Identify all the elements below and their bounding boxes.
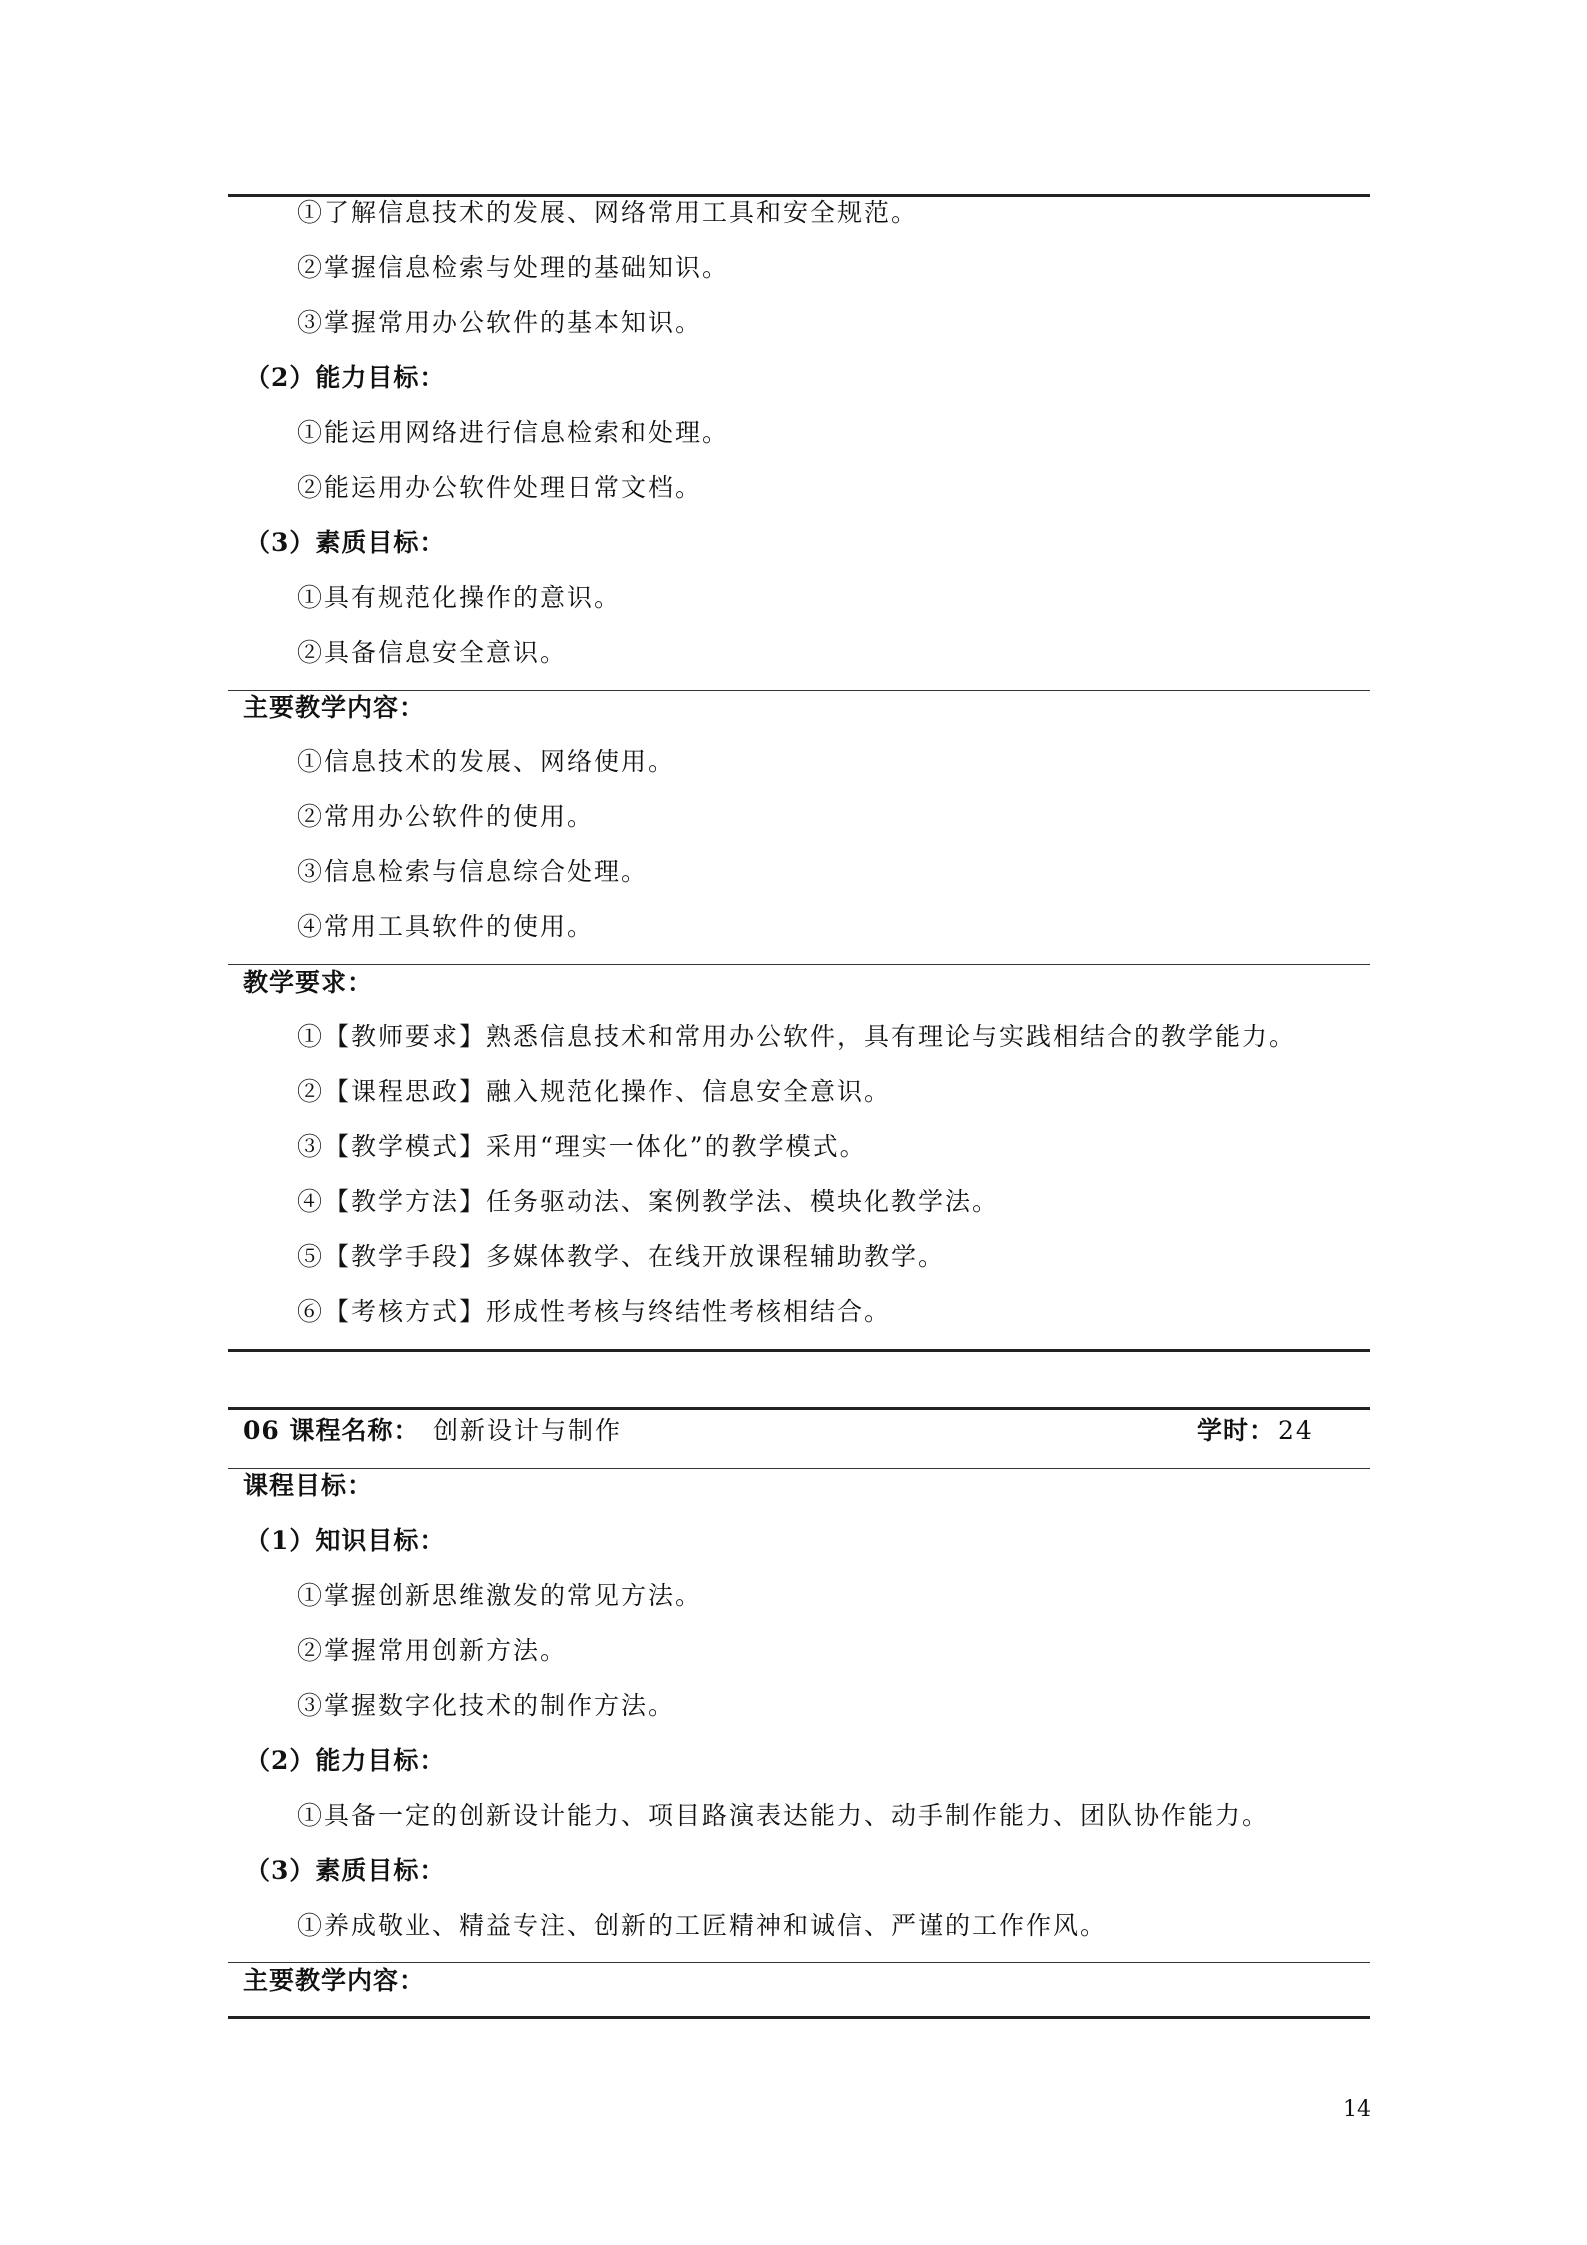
table-top-rule bbox=[228, 1407, 1370, 1410]
requirement-item-6: ⑥【考核方式】形成性考核与终结性考核相结合。 bbox=[297, 1297, 892, 1326]
table-top-rule bbox=[228, 194, 1370, 197]
knowledge-heading: （1）知识目标： bbox=[245, 1526, 446, 1555]
knowledge-item-1: ①了解信息技术的发展、网络常用工具和安全规范。 bbox=[297, 198, 919, 227]
section-divider bbox=[228, 690, 1370, 691]
hours-label: 学时： bbox=[1197, 1416, 1276, 1445]
course-name: 创新设计与制作 bbox=[433, 1416, 623, 1445]
requirement-item-5: ⑤【教学手段】多媒体教学、在线开放课程辅助教学。 bbox=[297, 1242, 946, 1271]
requirement-item-2: ②【课程思政】融入规范化操作、信息安全意识。 bbox=[297, 1077, 892, 1106]
section-divider bbox=[228, 1468, 1370, 1469]
quality-item-1: ①养成敬业、精益专注、创新的工匠精神和诚信、严谨的工作作风。 bbox=[297, 1911, 1108, 1940]
content-item-4: ④常用工具软件的使用。 bbox=[297, 912, 595, 941]
quality-item-2: ②具备信息安全意识。 bbox=[297, 638, 568, 667]
content-heading: 主要教学内容： bbox=[243, 693, 426, 722]
section-divider bbox=[228, 1962, 1370, 1963]
quality-item-1: ①具有规范化操作的意识。 bbox=[297, 583, 622, 612]
knowledge-item-1: ①掌握创新思维激发的常见方法。 bbox=[297, 1581, 703, 1610]
table-bottom-rule bbox=[228, 2016, 1370, 2019]
requirement-item-3: ③【教学模式】采用“理实一体化”的教学模式。 bbox=[297, 1132, 867, 1161]
course-label: 06 课程名称： bbox=[243, 1416, 420, 1445]
content-heading: 主要教学内容： bbox=[243, 1966, 426, 1995]
hours-value: 24 bbox=[1278, 1416, 1314, 1445]
content-item-2: ②常用办公软件的使用。 bbox=[297, 802, 595, 831]
page-number: 14 bbox=[1343, 2097, 1371, 2122]
requirements-heading: 教学要求： bbox=[243, 968, 374, 997]
requirement-item-1: ①【教师要求】熟悉信息技术和常用办公软件，具有理论与实践相结合的教学能力。 bbox=[297, 1022, 1297, 1051]
requirement-item-4: ④【教学方法】任务驱动法、案例教学法、模块化教学法。 bbox=[297, 1187, 1000, 1216]
knowledge-item-3: ③掌握数字化技术的制作方法。 bbox=[297, 1691, 676, 1720]
ability-heading: （2）能力目标： bbox=[245, 363, 446, 392]
knowledge-item-3: ③掌握常用办公软件的基本知识。 bbox=[297, 308, 703, 337]
ability-item-2: ②能运用办公软件处理日常文档。 bbox=[297, 473, 703, 502]
ability-item-1: ①具备一定的创新设计能力、项目路演表达能力、动手制作能力、团队协作能力。 bbox=[297, 1801, 1270, 1830]
objectives-heading: 课程目标： bbox=[243, 1471, 374, 1500]
content-item-3: ③信息检索与信息综合处理。 bbox=[297, 857, 649, 886]
knowledge-item-2: ②掌握信息检索与处理的基础知识。 bbox=[297, 253, 730, 282]
ability-heading: （2）能力目标： bbox=[245, 1746, 446, 1775]
ability-item-1: ①能运用网络进行信息检索和处理。 bbox=[297, 418, 730, 447]
quality-heading: （3）素质目标： bbox=[245, 1856, 446, 1885]
knowledge-item-2: ②掌握常用创新方法。 bbox=[297, 1636, 568, 1665]
quality-heading: （3）素质目标： bbox=[245, 528, 446, 557]
table-bottom-rule bbox=[228, 1349, 1370, 1352]
section-divider bbox=[228, 964, 1370, 965]
content-item-1: ①信息技术的发展、网络使用。 bbox=[297, 747, 676, 776]
